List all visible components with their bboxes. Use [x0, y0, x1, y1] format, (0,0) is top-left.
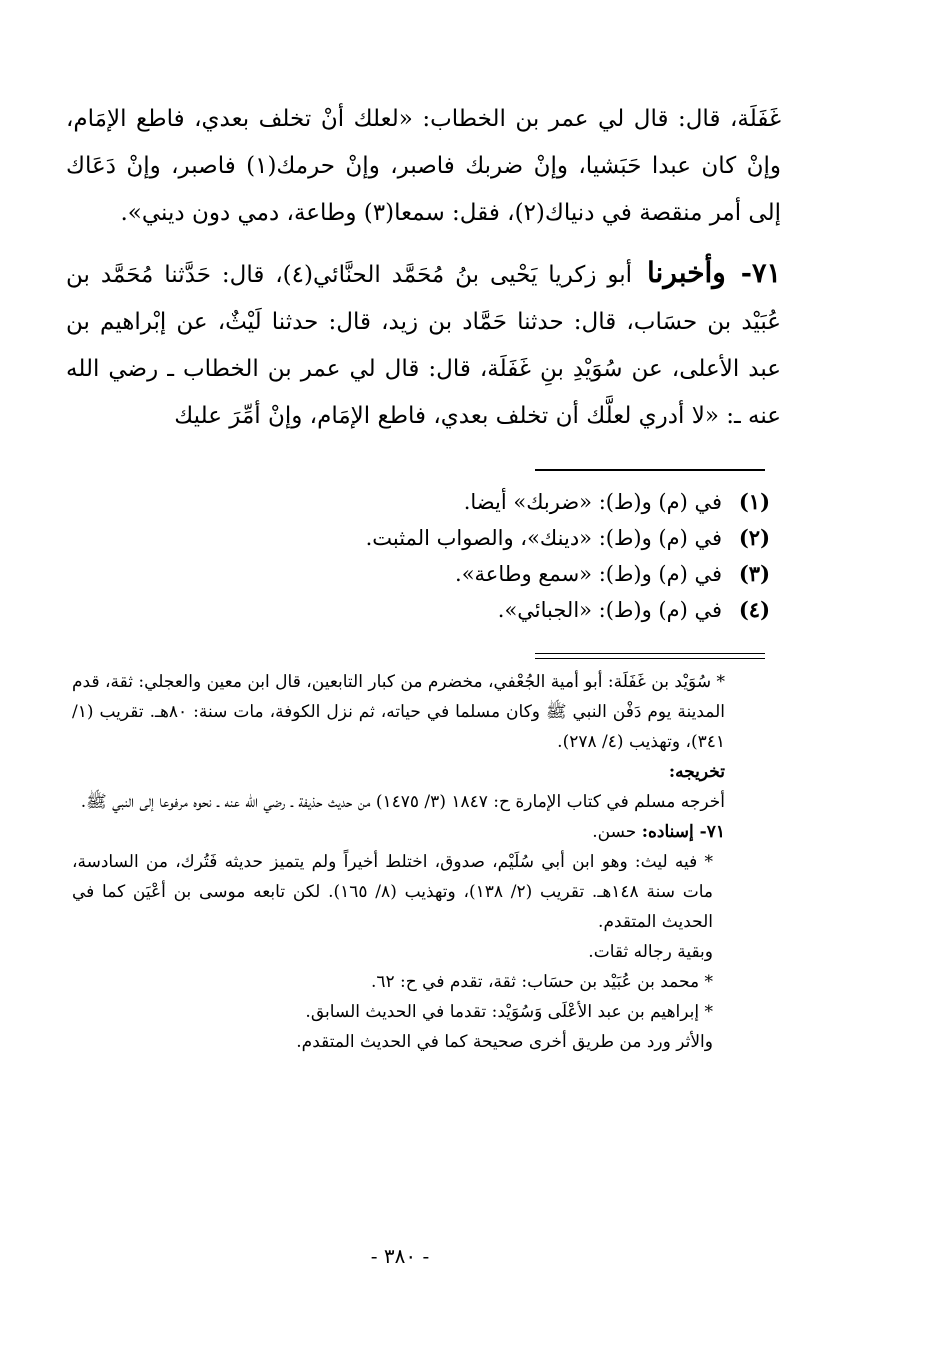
footnote-separator [535, 469, 765, 471]
tahqiq-section [72, 667, 725, 1057]
footnote-number: (١) [738, 489, 770, 514]
main-paragraph-2 [66, 249, 781, 440]
isnad-value: حسن. [592, 822, 637, 842]
footnote-number: (٣) [738, 561, 770, 586]
narrator-note-muhammad: * محمد بن عُبَيْد بن حسَاب: ثقة، تقدم في ح: ٦٢. [370, 972, 713, 992]
footnote-number: (٢) [738, 525, 770, 550]
footnote-text: في (م) و(ط): «ضربك» أيضا. [463, 490, 722, 514]
footnote-text: في (م) و(ط): «دينك»، والصواب المثبت. [365, 526, 722, 550]
hadith-number: ٧١- [740, 258, 782, 289]
footnote-item [200, 520, 770, 556]
isnad-label: ٧١- إسناده: [641, 822, 725, 842]
footnote-text: في (م) و(ط): «الجبائي». [497, 598, 722, 622]
footnote-item [200, 592, 770, 628]
page-number: - ٣٨٠ - [370, 1244, 430, 1268]
narrator-note-ibrahim: * إبراهيم بن عبد الأعْلَى وَسُوَيْد: تقدما في الحديث السابق. [305, 1002, 713, 1022]
takhrij-text: أخرجه مسلم في كتاب الإمارة ح: ١٨٤٧ (٣/ ١٤٧٥) من حديث حذيفة ـ رضي الله عنه ـ نحوه مرفوعا إلى النبي ﷺ. [80, 792, 725, 812]
tahqiq-separator [535, 653, 765, 659]
athar-note: والأثر ورد من طريق أخرى صحيحة كما في الحديث المتقدم. [296, 1032, 713, 1052]
main-text [66, 96, 781, 440]
akhbarana-heading: وأخبرنا [647, 256, 726, 289]
footnote-text: في (م) و(ط): «سمع وطاعة». [455, 562, 722, 586]
main-paragraph-1: غَفَلَة، قال: قال لي عمر بن الخطاب: «لعلك أنْ تخلف بعدي، فاطع الإمَام، وإنْ كان عبدا حَبَشيا، وإنْ ضربك فاصبر، وإنْ حرمك(١) فاصبر، وإنْ دَعَاك إلى أمر منقصة في دنياك(٢)، فقل: سمعا(٣) وطاعة، دمي دون ديني». [66, 106, 781, 226]
narrator-note-layth: * فيه ليث: وهو ابن أبي سُلَيْم، صدوق، اختلط أخيراً ولم يتميز حديثه فَتُرك، من السادسة، مات سنة ١٤٨هـ. تقريب (٢/ ١٣٨)، وتهذيب (٨/ ١٦٥). لكن تابعه موسى بن أعْيَن كما في الحديث المتقدم. [72, 852, 713, 932]
footnote-item [200, 484, 770, 520]
footnote-number: (٤) [738, 597, 770, 622]
rijal-note: وبقية رجاله ثقات. [588, 942, 713, 962]
isnad-line [72, 817, 725, 847]
footnote-item [200, 556, 770, 592]
footnotes-list [200, 484, 770, 628]
narrator-note-suwaid: * سُوَيْد بن غَفَلَة: أبو أمية الجُعْفي، مخضرم من كبار التابعين، قال ابن معين والعجلي: ثقة، قدم المدينة يوم دَفْن النبي ﷺ وكان مسلما في حياته، ثم نزل الكوفة، مات سنة: ٨٠هـ. تقريب (١/ ٣٤١)، وتهذيب (٤/ ٢٧٨). [72, 672, 725, 752]
takhrij-heading: تخريجه: [668, 762, 725, 782]
hadith-text: أبو زكريا يَحْيى بنُ مُحَمَّد الحنَّائي(٤)، قال: حَدَّثنا مُحَمَّد بن عُبَيْد بن حسَاب، قال: حدثنا حَمَّاد بن زيد، قال: حدثنا لَيْثٌ، عن إبْراهيم بن عبد الأعلى، عن سُوَيْدِ بنِ غَفَلَة، قال: قال لي عمر بن الخطاب ـ رضي الله عنه ـ: «لا أدري لعلَّك أن تخلف بعدي، فاطع الإمَام، وإنْ أمِّرَ عليك [66, 262, 781, 429]
